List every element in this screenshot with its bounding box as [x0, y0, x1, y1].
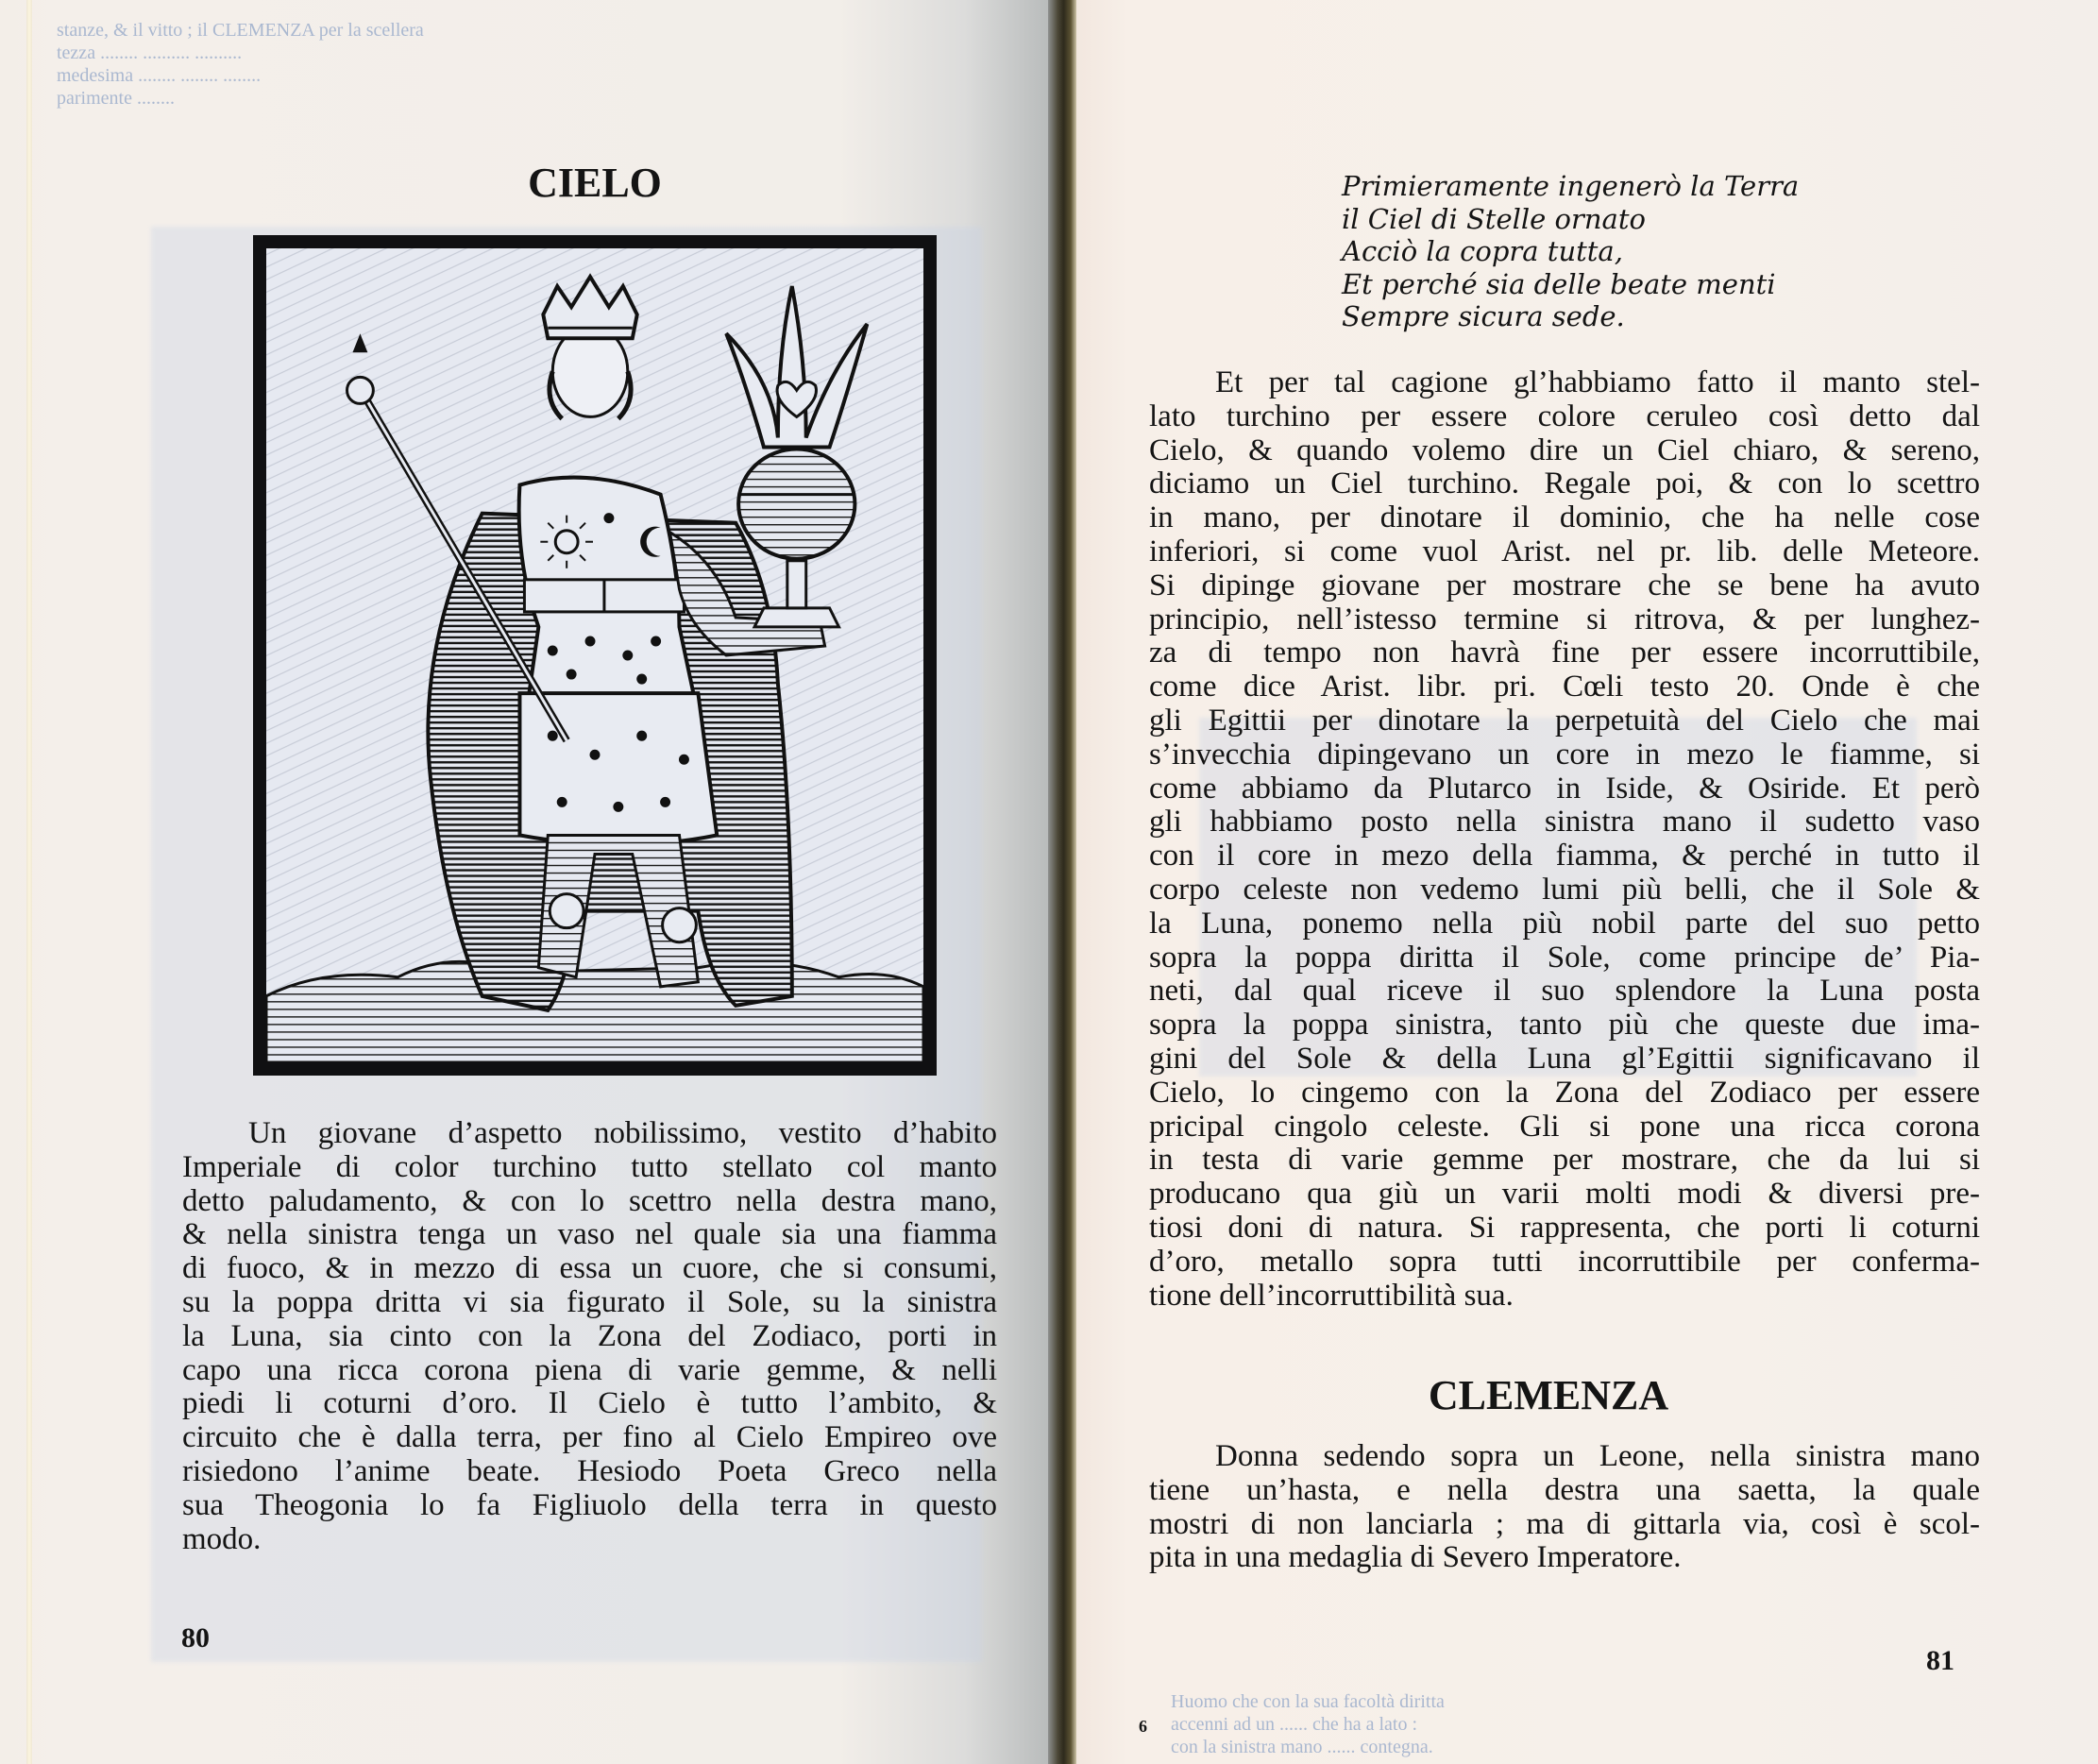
text-line: con il core in mezo della fiamma, & perché in tutto il — [1149, 840, 1980, 874]
bleed-through-text — [1171, 1690, 1445, 1758]
mask-knee-icon — [663, 908, 697, 942]
book-spine — [1048, 0, 1076, 1764]
text-line: Et per tal cagione gl’habbiamo fatto il manto stel- — [1215, 366, 1980, 399]
page-number-right: 81 — [1926, 1645, 1954, 1676]
bleed-line: con la sinistra mano ...... contegna. — [1171, 1737, 1433, 1757]
text-line: sopra la poppa sinistra, tanto più che queste due ima- — [1149, 1009, 1980, 1043]
text-line: in testa di varie gemme per mostrare, che da lui si — [1149, 1144, 1980, 1178]
bleed-line: parimente ........ — [57, 88, 175, 109]
page-number-left: 80 — [181, 1622, 210, 1654]
verse-line: Acciò la copra tutta, — [1342, 235, 1623, 267]
text-line: & nella sinistra tenga un vaso nel quale sia una fiamma — [182, 1218, 997, 1252]
text-line: capo una ricca corona piena di varie gemme, & nelli — [182, 1353, 997, 1387]
text-line: lato turchino per essere colore ceruleo così detto dal — [1149, 399, 1980, 433]
text-line: d’oro, metallo sopra tutti incorruttibile per conferma- — [1149, 1245, 1980, 1279]
verse-line: Sempre sicura sede. — [1342, 300, 1625, 332]
page-edge — [26, 0, 32, 1764]
ground-icon — [266, 961, 923, 1062]
text-line: diciamo un Ciel turchino. Regale poi, & con lo scettro — [1149, 467, 1980, 501]
text-line: tione dell’incorruttibilità sua. — [1149, 1279, 1514, 1313]
text-line: pricipal cingolo celeste. Gli si pone una ricca corona — [1149, 1110, 1980, 1144]
woodcut-cielo-figure-icon — [266, 248, 923, 1062]
entry-heading-cielo: CIELO — [528, 160, 662, 206]
bleed-line: stanze, & il vitto ; il CLEMENZA per la scellera — [57, 20, 424, 41]
text-line: Imperiale di color turchino tutto stellato col manto — [182, 1150, 997, 1184]
woodcut-svg — [266, 248, 923, 1062]
hesiod-verse-quote — [1342, 170, 1799, 333]
left-page — [0, 0, 1048, 1764]
text-line: principio, nell’istesso termine si ritrova, & per lunghez- — [1149, 602, 1980, 636]
text-line: sopra la poppa diritta il Sole, come principe de’ Pia- — [1149, 941, 1980, 975]
text-line: in mano, per dinotare il dominio, che ha nelle cose — [1149, 501, 1980, 535]
text-line: neti, dal qual riceve il suo splendore la Luna posta — [1149, 975, 1980, 1009]
verse-line: il Ciel di Stelle ornato — [1342, 202, 1646, 235]
text-line: su la poppa dritta vi sia figurato il Sole, su la sinistra — [182, 1285, 997, 1319]
text-line: la Luna, sia cinto con la Zona del Zodiaco, porti in — [182, 1319, 997, 1353]
text-line: Cielo, & quando volemo dire un Ciel chiaro, & sereno, — [1149, 433, 1980, 467]
text-line: come dice Arist. libr. pri. Cœli testo 20. Onde è che — [1149, 670, 1980, 704]
entry-heading-clemenza: CLEMENZA — [1428, 1372, 1669, 1418]
text-line: sua Theogonia lo fa Figliuolo della terra in questo — [182, 1488, 997, 1522]
text-line: inferiori, si come vuol Arist. nel pr. lib. delle Meteore. — [1149, 534, 1980, 568]
bleed-through-text — [57, 19, 424, 110]
text-line: tiene un’hasta, e nella destra una saetta, la quale — [1149, 1473, 1980, 1507]
text-line: corpo celeste non vedemo lumi più belli, che il Sole & — [1149, 873, 1980, 907]
text-line: Si dipinge giovane per mostrare che se bene ha avuto — [1149, 568, 1980, 602]
bleed-line: tezza ........ .......... .......... — [57, 42, 243, 63]
text-line: come abbiamo da Plutarco in Iside, & Osiride. Et però — [1149, 772, 1980, 806]
text-line: tiosi doni di natura. Si rappresenta, che porti li coturni — [1149, 1211, 1980, 1245]
text-line: s’invecchia dipingevano un core in mezo le fiamme, si — [1149, 738, 1980, 772]
text-line: gini del Sole & della Luna gl’Egittii significavano il — [1149, 1042, 1980, 1076]
text-line: Un giovane d’aspetto nobilissimo, vestito d’habito — [248, 1117, 997, 1150]
cielo-description — [182, 1117, 997, 1556]
woodcut-illustration-frame — [253, 235, 937, 1076]
text-line: detto paludamento, & con lo scettro nella destra mano, — [182, 1184, 997, 1218]
verse-line: Primieramente ingenerò la Terra — [1342, 170, 1800, 202]
text-line: piedi li coturni d’oro. Il Cielo è tutto l’ambito, & — [182, 1387, 997, 1421]
bleed-line: Huomo che con la sua facoltà diritta — [1171, 1691, 1445, 1712]
text-line: la Luna, ponemo nella più nobil parte del suo petto — [1149, 907, 1980, 941]
cielo-commentary — [1149, 366, 1980, 1313]
text-line: producano qua giù un varii molti modi & diversi pre- — [1149, 1178, 1980, 1212]
text-line: risiedono l’anime beate. Hesiodo Poeta Greco nella — [182, 1454, 997, 1488]
mask-knee-icon — [550, 894, 584, 928]
bleed-line: medesima ........ ........ ........ — [57, 65, 262, 86]
text-line: di fuoco, & in mezzo di essa un cuore, che si consumi, — [182, 1252, 997, 1286]
text-line: Donna sedendo sopra un Leone, nella sinistra mano — [1215, 1440, 1980, 1473]
text-line: mostri di non lanciarla ; ma di gittarla via, così è scol- — [1149, 1507, 1980, 1541]
bleed-line: accenni ad un ...... che ha a lato : — [1171, 1714, 1417, 1735]
verse-line: Et perché sia delle beate menti — [1342, 267, 1776, 300]
text-line: gli habbiamo posto nella sinistra mano il sudetto vaso — [1149, 806, 1980, 840]
text-line: gli Egittii per dinotare la perpetuità del Cielo che mai — [1149, 704, 1980, 738]
printer-signature-mark: 6 — [1139, 1717, 1147, 1736]
clemenza-description — [1149, 1440, 1980, 1575]
text-line: za di tempo non havrà fine per essere incorruttibile, — [1149, 636, 1980, 670]
text-line: circuito che è dalla terra, per fino al Cielo Empireo ove — [182, 1421, 997, 1455]
text-line: pita in una medaglia di Severo Imperatore. — [1149, 1541, 1682, 1575]
text-line: Cielo, lo cingemo con la Zona del Zodiaco per essere — [1149, 1076, 1980, 1110]
text-line: modo. — [182, 1522, 262, 1556]
